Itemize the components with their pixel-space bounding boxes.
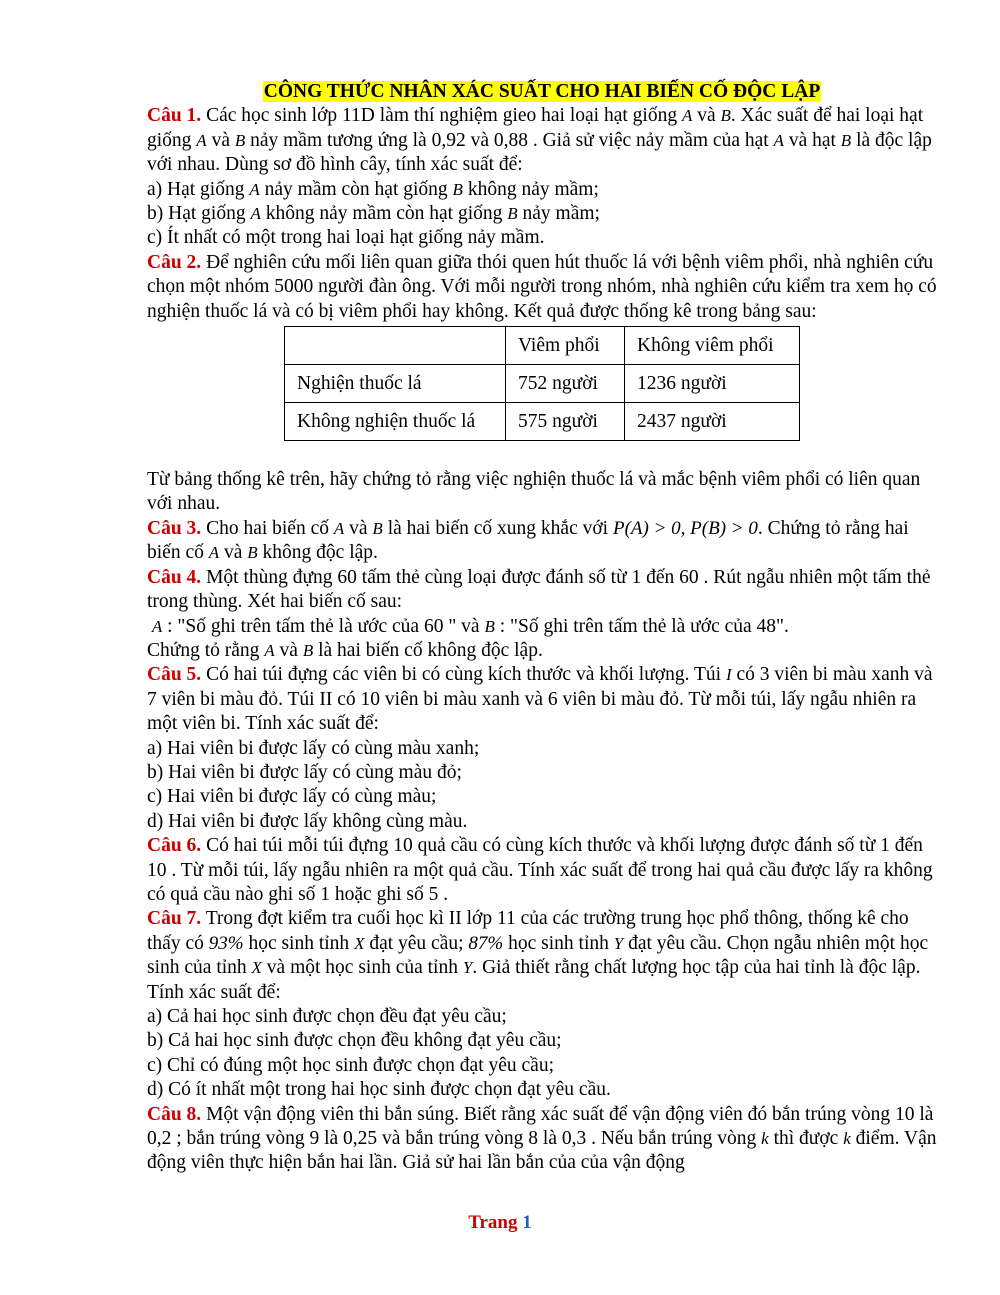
page-footer <box>0 1212 1000 1234</box>
page-title <box>147 80 937 104</box>
question-4-label: Câu 4. <box>147 566 202 588</box>
var-x: X <box>354 933 365 953</box>
q7-part-c: c) Chỉ có đúng một học sinh được chọn đạt yêu cầu; <box>147 1054 554 1076</box>
page-label: Trang <box>468 1212 518 1233</box>
q6-text: Có hai túi mỗi túi đựng 10 quả cầu có cùng kích thước và khối lượng được đánh số từ 1 đến 10 . Từ mỗi túi, lấy ngẫu nhiên ra một quả cầu. Tính xác suất để trong hai quả cầu được lấy ra không có quả cầu nào ghi số 1 hoặc ghi số 5 . <box>147 835 933 905</box>
var-a: A <box>196 130 207 150</box>
table-row-label: Không nghiện thuốc lá <box>285 403 506 441</box>
var-a: A <box>333 518 345 538</box>
question-5 <box>147 663 937 834</box>
table-cell <box>285 327 506 365</box>
q4-prove-text: là hai biến cố không độc lập. <box>313 639 543 661</box>
q8-text: điểm. Vận động viên thực hiện bắn hai lần. Giả sử hai lần bắn của của vận động <box>147 1128 937 1174</box>
var-y: Y <box>462 958 473 978</box>
var-k: k <box>843 1129 851 1149</box>
statistics-table <box>284 326 800 441</box>
question-6-label: Câu 6. <box>147 835 202 857</box>
q1-a-text: không nảy mầm; <box>462 178 599 200</box>
question-8 <box>147 1103 937 1176</box>
q1-b-text: không nảy mầm còn hạt giống <box>260 203 508 225</box>
q1-text: là độc lập với nhau. Dùng sơ đồ hình cây, tính xác suất để: <box>147 129 932 176</box>
page-title-text: CÔNG THỨC NHÂN XÁC SUẤT CHO HAI BIẾN CỐ ĐỘC LẬP <box>263 81 821 102</box>
var-a: A <box>208 543 220 563</box>
table-row <box>285 365 800 403</box>
q7-text: đạt yêu cầu. Chọn ngẫu nhiên một học sinh của tỉnh <box>147 932 929 979</box>
question-1 <box>147 104 937 250</box>
q5-text: có 3 viên bi màu xanh và 7 viên bi màu đỏ. Túi II có 10 viên bi màu xanh và 6 viên bi màu đỏ. Từ mỗi túi, lấy ngẫu nhiên ra một viên bi. Tính xác suất để: <box>147 664 933 735</box>
var-a: A <box>264 640 275 660</box>
q5-part-b: b) Hai viên bi được lấy có cùng màu đỏ; <box>147 761 462 783</box>
var-b: B <box>234 130 246 150</box>
table-row-label: Nghiện thuốc lá <box>285 365 506 403</box>
q4-text: Một thùng đựng 60 tấm thẻ cùng loại được đánh số từ 1 đến 60 . Rút ngẫu nhiên một tấm thẻ trong thùng. Xét hai biến cố sau: <box>147 566 931 613</box>
table-cell: 752 người <box>506 365 625 403</box>
table-row <box>285 403 800 441</box>
question-6 <box>147 834 937 907</box>
var-x: X <box>251 958 262 978</box>
var-a: A <box>249 179 260 199</box>
var-b: B <box>720 106 731 126</box>
document-body <box>147 80 937 1176</box>
q3-text: là hai biến cố xung khắc với <box>382 517 613 539</box>
q5-part-c: c) Hai viên bi được lấy có cùng màu; <box>147 786 437 808</box>
q2-conclusion: Từ bảng thống kê trên, hãy chứng tỏ rằng việc nghiện thuốc lá và mắc bệnh viêm phổi có liên quan với nhau. <box>147 469 921 515</box>
var-b: B <box>507 204 518 224</box>
var-b: B <box>302 640 314 660</box>
q1-b-text: b) Hạt giống <box>147 203 251 225</box>
q7-part-a: a) Cả hai học sinh được chọn đều đạt yêu cầu; <box>147 1006 507 1027</box>
question-4 <box>147 566 937 664</box>
var-b: B <box>452 179 463 199</box>
q4-prove-text: Chứng tỏ rằng <box>147 639 265 661</box>
probability-formula: P(A) > 0, P(B) > 0 <box>612 517 758 539</box>
table-header-cell: Viêm phổi <box>506 327 625 365</box>
q7-part-d: d) Có ít nhất một trong hai học sinh được chọn đạt yêu cầu. <box>147 1079 611 1101</box>
q2-text: Để nghiên cứu mối liên quan giữa thói quen hút thuốc lá với bệnh viêm phổi, nhà nghiên cứu chọn một nhóm 5000 người đàn ông. Với mỗi người trong nhóm, nhà nghiên cứu kiểm tra xem họ có nghiện thuốc lá và có bị viêm phổi hay không. Kết quả được thống kê trong bảng sau: <box>147 251 937 322</box>
var-a: A <box>773 130 784 150</box>
q1-a-text: nảy mầm còn hạt giống <box>259 178 453 200</box>
q8-text: Một vận động viên thi bắn súng. Biết rằng xác suất để vận động viên đó bắn trúng vòng 10 là 0,2 ; bắn trúng vòng 9 là 0,25 và bắn trúng vòng 8 là 0,3 . Nếu bắn trúng vòng <box>147 1103 934 1150</box>
q7-text: . Giả thiết rằng chất lượng học tập của hai tỉnh là độc lập. Tính xác suất để: <box>147 957 921 1003</box>
q3-text: không độc lập. <box>257 542 378 564</box>
question-8-label: Câu 8. <box>147 1103 202 1125</box>
table-cell: 2437 người <box>625 403 800 441</box>
q7-text: đạt yêu cầu; <box>364 932 469 954</box>
question-3 <box>147 517 937 566</box>
var-b: B <box>840 130 852 150</box>
table-cell: 575 người <box>506 403 625 441</box>
q3-text: Cho hai biến cố <box>201 517 334 539</box>
var-a: A <box>151 616 163 636</box>
var-b: B <box>484 616 495 636</box>
percent-x: 93% <box>208 932 244 954</box>
var-k: k <box>761 1129 769 1149</box>
q4-events <box>147 615 937 639</box>
page-number: 1 <box>522 1212 532 1233</box>
q4-prove <box>147 639 937 663</box>
table-header-cell: Không viêm phổi <box>625 327 800 365</box>
q3-text: và <box>219 542 248 564</box>
q1-part-c: c) Ít nhất có một trong hai loại hạt giống nảy mầm. <box>147 227 545 249</box>
q5-part-d: d) Hai viên bi được lấy không cùng màu. <box>147 810 468 832</box>
table-header-row <box>285 327 800 365</box>
q3-text: . Chứng tỏ rằng hai biến cố <box>147 517 909 564</box>
q1-text: Các học sinh lớp 11D làm thí nghiệm gieo hai loại hạt giống <box>201 105 682 127</box>
q1-part-a <box>147 178 937 202</box>
q4-event-text: : "Số ghi trên tấm thẻ là ước của 60 " và <box>162 615 485 637</box>
question-7-label: Câu 7. <box>147 908 202 930</box>
q5-text: Có hai túi đựng các viên bi có cùng kích thước và khối lượng. Túi <box>201 664 726 686</box>
percent-y: 87% <box>468 932 504 954</box>
q3-text: và <box>344 517 373 539</box>
q1-part-b <box>147 202 937 226</box>
table-cell: 1236 người <box>625 365 800 403</box>
q7-text: Trong đợt kiểm tra cuối học kì II lớp 11 của các trường trung học phổ thông, thống kê cho thấy có <box>147 908 909 954</box>
q7-text: học sinh tỉnh <box>503 932 614 954</box>
q1-a-text: a) Hạt giống <box>147 178 250 200</box>
question-5-label: Câu 5. <box>147 664 202 686</box>
var-b: B <box>372 518 383 538</box>
q1-text: nảy mầm tương ứng là 0,92 và 0,88 . Giả sử việc nảy mầm của hạt <box>245 129 774 151</box>
q1-text: và <box>206 129 235 151</box>
q4-prove-text: và <box>274 639 303 661</box>
q1-text: . Xác suất để hai loại hạt giống <box>147 105 924 151</box>
var-b: B <box>247 543 258 563</box>
var-a: A <box>681 106 693 126</box>
q8-text: thì được <box>768 1128 844 1150</box>
question-2-label: Câu 2. <box>147 251 202 273</box>
q7-text: học sinh tỉnh <box>243 932 355 954</box>
question-1-label: Câu 1. <box>147 105 202 127</box>
q1-b-text: nảy mầm; <box>517 203 600 225</box>
question-3-label: Câu 3. <box>147 517 202 539</box>
q1-text: và hạt <box>783 129 841 151</box>
question-7 <box>147 907 937 1102</box>
var-a: A <box>250 204 261 224</box>
q7-text: và một học sinh của tỉnh <box>261 957 463 979</box>
var-y: Y <box>613 933 624 953</box>
var-i: I <box>725 665 732 685</box>
question-2 <box>147 251 937 517</box>
q4-event-text: : "Số ghi trên tấm thẻ là ước của 48". <box>494 615 789 637</box>
q5-part-a: a) Hai viên bi được lấy có cùng màu xanh; <box>147 737 480 759</box>
q7-part-b: b) Cả hai học sinh được chọn đều không đạt yêu cầu; <box>147 1030 562 1052</box>
q1-text: và <box>692 105 721 127</box>
